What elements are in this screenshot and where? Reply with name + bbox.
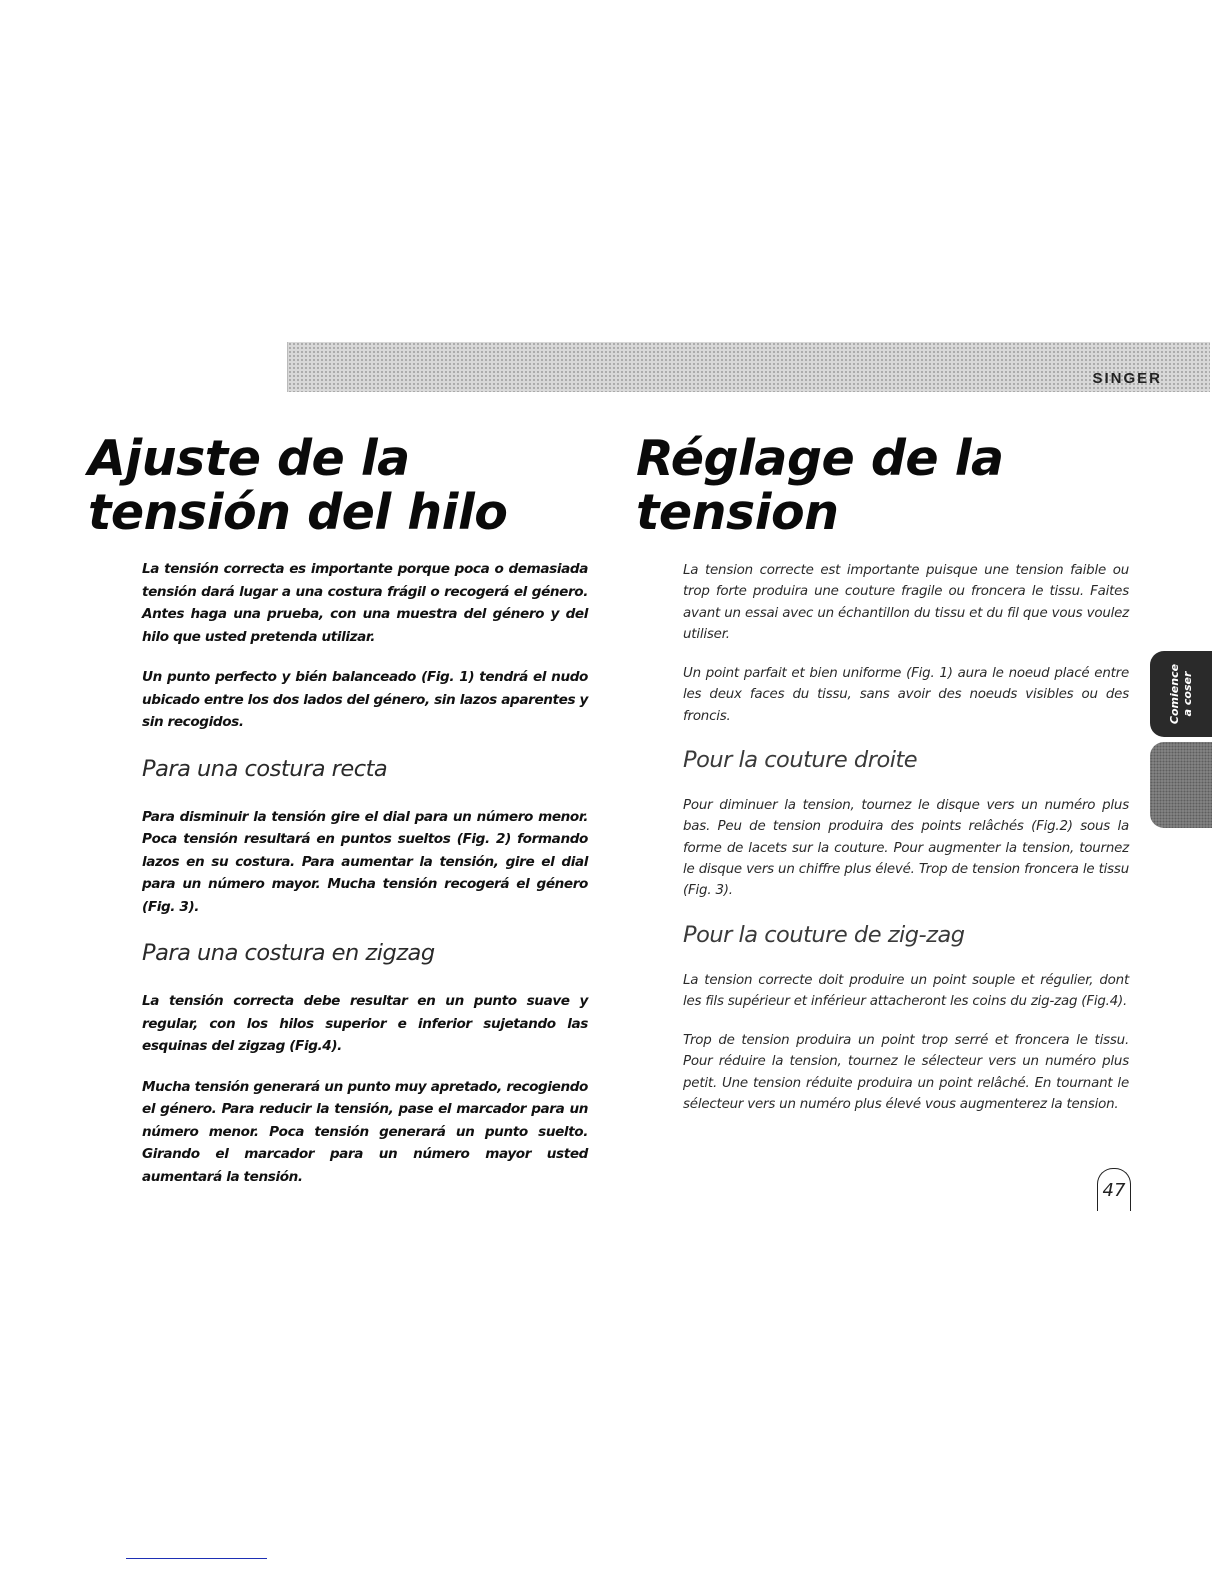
french-zigzag-paragraph-2: Trop de tension produira un point trop serré et froncera le tissu. Pour réduire la tension, tournez le sélecteur vers un numéro plus petit. Une tension réduite produira un point relâché. En tournant le sélecteur vers un numéro plus élevé vous augmenterez la tension. <box>683 1033 1129 1113</box>
section-tab-comience[interactable] <box>1150 651 1212 737</box>
french-straight-heading: Pour la couture droite <box>683 747 918 774</box>
brand-logo-text: SINGER <box>1092 370 1162 387</box>
french-zigzag-heading: Pour la couture de zig-zag <box>683 921 965 948</box>
french-column <box>636 432 1136 1133</box>
french-intro-paragraph: La tension correcte est importante puisque une tension faible ou trop forte produira une couture fragile ou froncera le tissu. Faites avant un essai avec un échantillon du tissu et du fil que vous voulez utiliser. <box>683 563 1129 642</box>
spanish-balanced-paragraph: Un punto perfecto y bién balanceado (Fig. 1) tendrá el nudo ubicado entre los dos lados del género, sin lazos aparentes y sin recogidos. <box>142 669 588 730</box>
page-number: 47 <box>1097 1168 1131 1211</box>
spanish-column <box>88 432 593 1206</box>
spanish-straight-paragraph: Para disminuir la tensión gire el dial para un número menor. Poca tensión resultará en puntos sueltos (Fig. 2) formando lazos en su costura. Para aumentar la tensión, gire el dial para un número mayor. Mucha tensión recogerá el género (Fig. 3). <box>142 808 588 915</box>
section-tab-label <box>1168 664 1194 724</box>
spanish-title-line-2: tensión del hilo <box>88 484 508 541</box>
spanish-zigzag-paragraph-1: La tensión correcta debe resultar en un punto suave y regular, con los hilos superior e inferior sujetando las esquinas del zigzag (Fig.4). <box>142 993 588 1054</box>
french-title-line-1: Réglage de la <box>636 430 1004 487</box>
section-tab-label-line-2: a coser <box>1181 671 1194 717</box>
header-band <box>287 342 1210 392</box>
spanish-title-line-1: Ajuste de la <box>88 430 410 487</box>
spanish-zigzag-heading: Para una costura en zigzag <box>142 940 435 966</box>
spanish-title <box>88 432 593 540</box>
spanish-body <box>142 558 588 1188</box>
french-balanced-paragraph: Un point parfait et bien uniforme (Fig. 1) aura le noeud placé entre les deux faces du tissu, sans avoir des noeuds visibles ou des froncis. <box>683 666 1129 724</box>
spanish-straight-heading: Para una costura recta <box>142 755 388 782</box>
spanish-zigzag-paragraph-2: Mucha tensión generará un punto muy apretado, recogiendo el género. Para reducir la tensión, pase el marcador para un número menor. Poca tensión generará un punto suelto. Girando el marcador para un número mayor usted aumentará la tensión. <box>142 1078 588 1185</box>
spanish-intro-paragraph: La tensión correcta es importante porque poca o demasiada tensión dará lugar a una costura frágil o recogerá el género. Antes haga una prueba, con una muestra del género y del hilo que usted pretenda utilizar. <box>142 561 588 645</box>
section-tab-label-line-1: Comience <box>1168 663 1181 725</box>
section-tab-next[interactable] <box>1150 742 1212 828</box>
french-zigzag-paragraph-1: La tension correcte doit produire un point souple et régulier, dont les fils supérieur et inférieur attacheront les coins du zig-zag (Fig.4). <box>683 972 1129 1009</box>
french-body <box>683 560 1129 1115</box>
french-straight-paragraph: Pour diminuer la tension, tournez le disque vers un numéro plus bas. Peu de tension produira des points relâchés (Fig.2) sous la forme de lacets sur la couture. Pour augmenter la tension, tournez le disque vers un chiffre plus élevé. Trop de tension froncera le tissu (Fig. 3). <box>683 798 1129 899</box>
french-title-line-2: tension <box>636 484 839 541</box>
french-title <box>636 432 1136 540</box>
footer-rule <box>126 1558 267 1559</box>
